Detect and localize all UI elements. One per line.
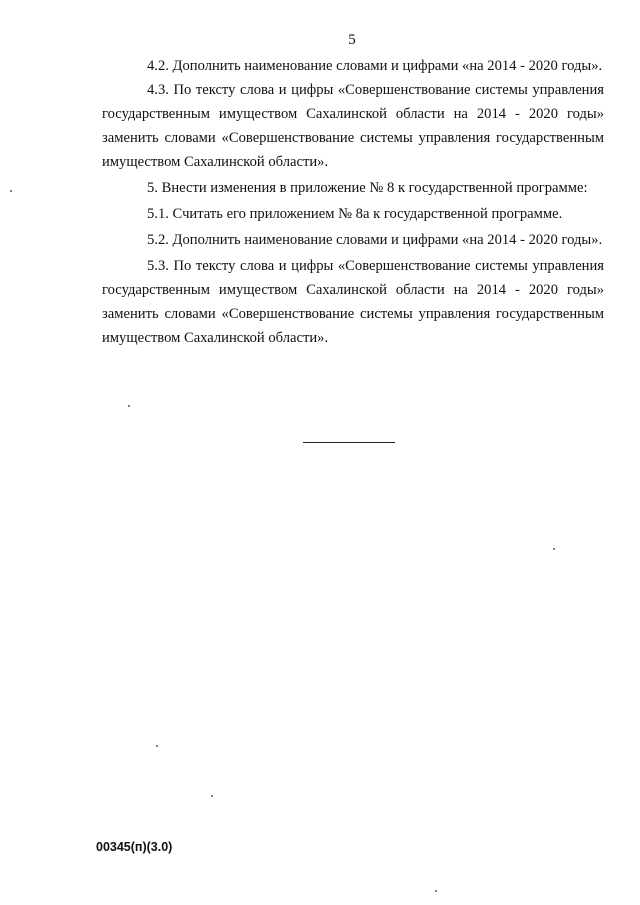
scan-speck <box>211 795 213 797</box>
paragraph-5-1: 5.1. Считать его приложением № 8а к государственной программе. <box>147 206 563 222</box>
separator-line <box>303 442 395 443</box>
footer-document-code: 00345(п)(3.0) <box>96 840 173 854</box>
scan-speck <box>10 190 12 192</box>
paragraph-5-2: 5.2. Дополнить наименование словами и цифрами «на 2014 - 2020 годы». <box>147 232 603 248</box>
paragraph-5-3: 5.3. По тексту слова и цифры «Совершенствование системы управления государственным имуществом Сахалинской области на 2014 - 2020 годы» заменить словами «Совершенствование системы управления государственным имуществом Сахалинской области». <box>102 258 604 346</box>
scan-speck <box>435 890 437 892</box>
paragraph-4-3: 4.3. По тексту слова и цифры «Совершенствование системы управления государственным имуществом Сахалинской области на 2014 - 2020 годы» заменить словами «Совершенствование системы управления государственным имуществом Сахалинской области». <box>102 82 604 170</box>
page-number: 5 <box>348 32 356 48</box>
document-body <box>102 54 604 350</box>
scan-speck <box>156 745 158 747</box>
scan-speck <box>128 405 130 407</box>
paragraph-5: 5. Внести изменения в приложение № 8 к государственной программе: <box>147 180 588 196</box>
paragraph-4-2: 4.2. Дополнить наименование словами и цифрами «на 2014 - 2020 годы». <box>147 58 603 74</box>
scan-speck <box>553 548 555 550</box>
